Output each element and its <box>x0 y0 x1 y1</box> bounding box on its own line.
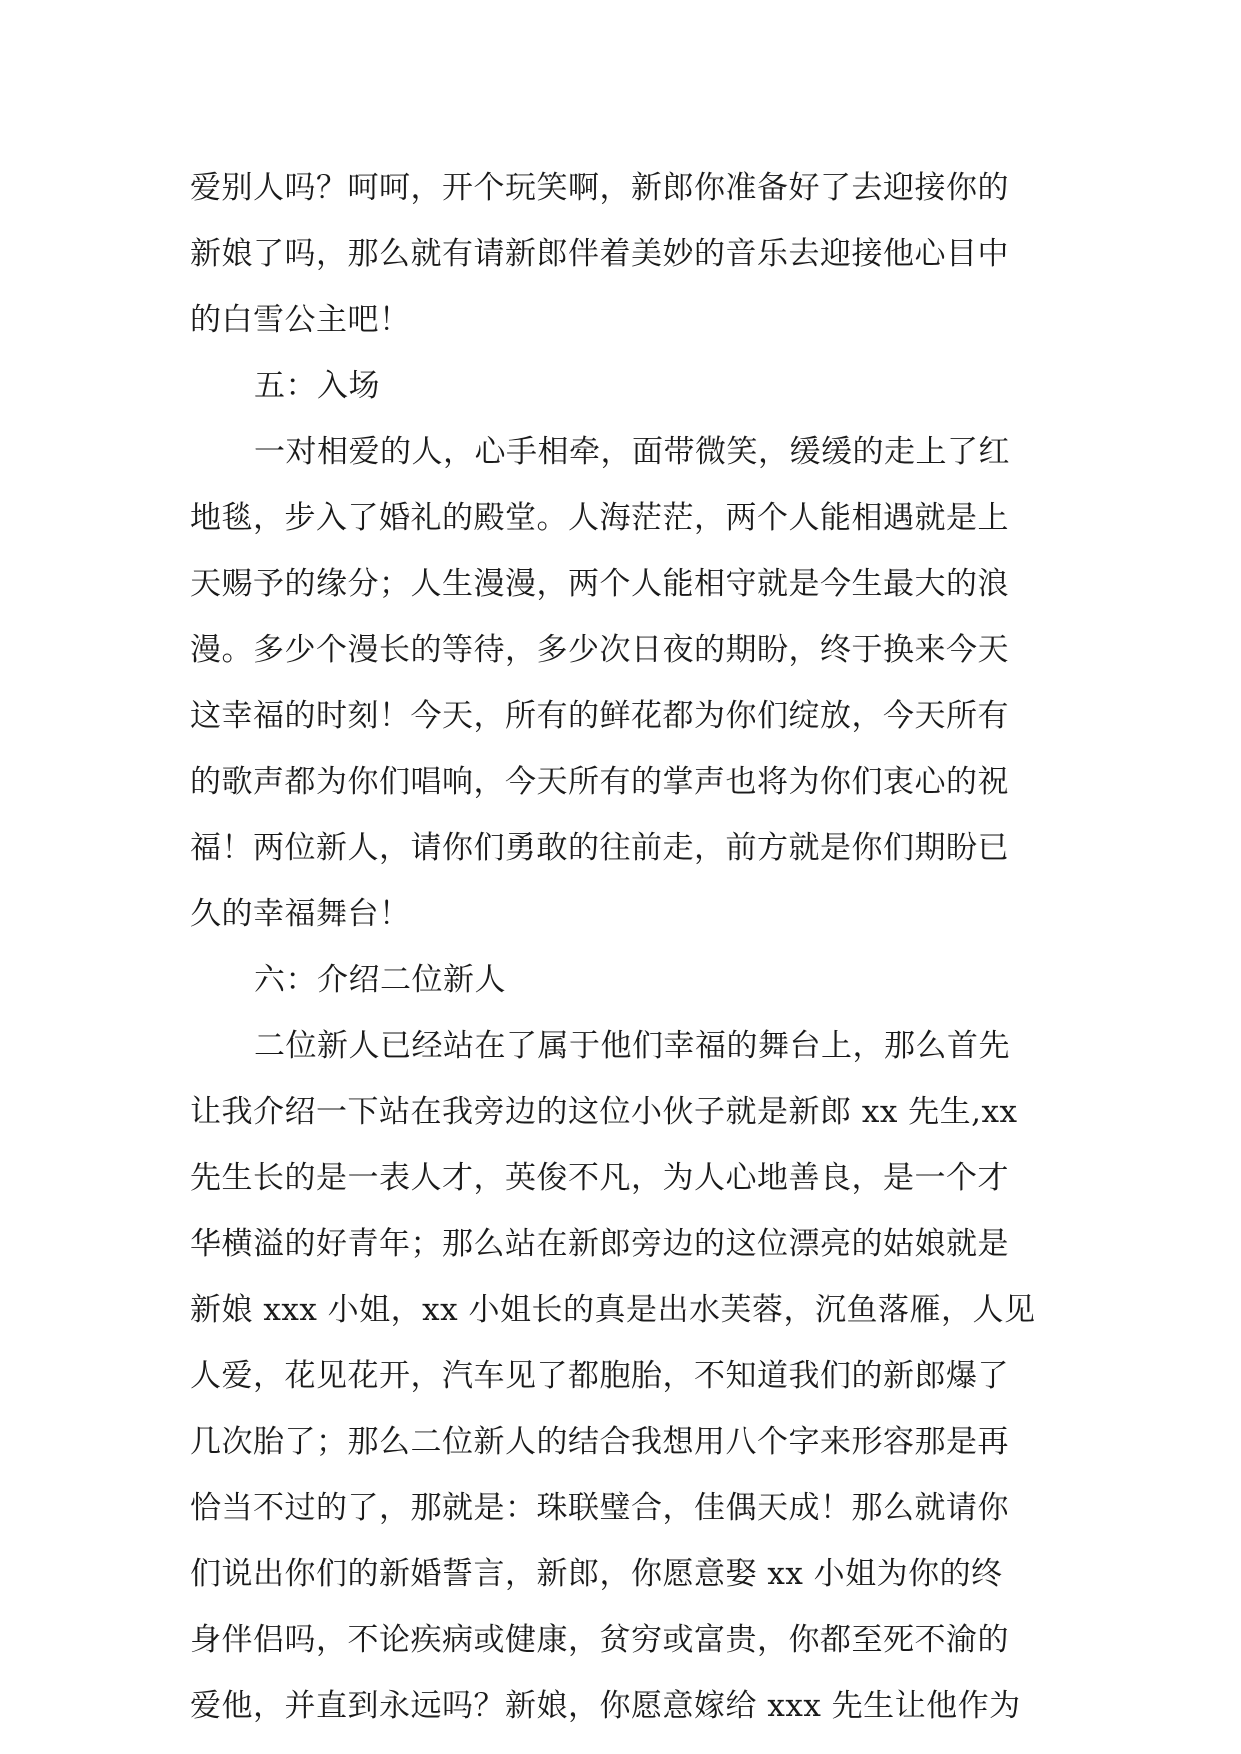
text-line: 福！两位新人，请你们勇敢的往前走，前方就是你们期盼已 <box>190 830 1009 866</box>
text-line: 几次胎了；那么二位新人的结合我想用八个字来形容那是再 <box>190 1424 1009 1460</box>
section-heading-introduce-couple: 六：介绍二位新人 <box>254 962 506 998</box>
text-line: 的歌声都为你们唱响，今天所有的掌声也将为你们衷心的祝 <box>190 764 1009 800</box>
text-line: 天赐予的缘分；人生漫漫，两个人能相守就是今生最大的浪 <box>190 566 1009 602</box>
text-line: 新娘了吗，那么就有请新郎伴着美妙的音乐去迎接他心目中 <box>190 236 1009 272</box>
paragraph-start-line: 一对相爱的人，心手相牵，面带微笑，缓缓的走上了红 <box>254 434 1010 470</box>
text-line: 新娘 xxx 小姐，xx 小姐长的真是出水芙蓉，沉鱼落雁，人见 <box>190 1292 1036 1328</box>
text-line: 的白雪公主吧！ <box>190 302 411 338</box>
text-line: 让我介绍一下站在我旁边的这位小伙子就是新郎 xx 先生,xx <box>190 1094 1018 1130</box>
text-line: 恰当不过的了，那就是：珠联璧合，佳偶天成！那么就请你 <box>190 1490 1009 1526</box>
text-line: 华横溢的好青年；那么站在新郎旁边的这位漂亮的姑娘就是 <box>190 1226 1009 1262</box>
text-line: 漫。多少个漫长的等待，多少次日夜的期盼，终于换来今天 <box>190 632 1009 668</box>
text-line: 身伴侣吗，不论疾病或健康，贫穷或富贵，你都至死不渝的 <box>190 1622 1009 1658</box>
paragraph-start-line: 二位新人已经站在了属于他们幸福的舞台上，那么首先 <box>254 1028 1010 1064</box>
text-line: 久的幸福舞台！ <box>190 896 411 932</box>
text-line: 先生长的是一表人才，英俊不凡，为人心地善良，是一个才 <box>190 1160 1009 1196</box>
text-line: 人爱，花见花开，汽车见了都胞胎，不知道我们的新郎爆了 <box>190 1358 1009 1394</box>
text-line: 爱他，并直到永远吗？新娘，你愿意嫁给 xxx 先生让他作为 <box>190 1688 1021 1724</box>
text-line: 爱别人吗？呵呵，开个玩笑啊，新郎你准备好了去迎接你的 <box>190 170 1009 206</box>
text-line: 地毯，步入了婚礼的殿堂。人海茫茫，两个人能相遇就是上 <box>190 500 1009 536</box>
document-body <box>190 155 1050 1739</box>
text-line: 这幸福的时刻！今天，所有的鲜花都为你们绽放，今天所有 <box>190 698 1009 734</box>
text-line: 们说出你们的新婚誓言，新郎，你愿意娶 xx 小姐为你的终 <box>190 1556 1003 1592</box>
section-heading-entrance: 五：入场 <box>254 368 380 404</box>
